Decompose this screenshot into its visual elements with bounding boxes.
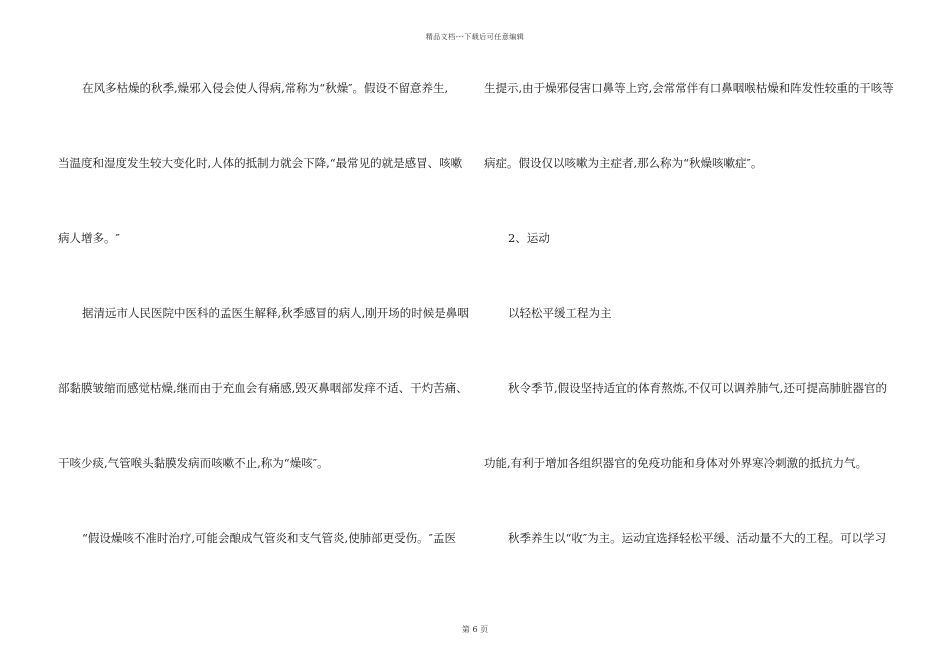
right-line-5: 秋令季节,假设坚持适宜的体育熬炼,不仅可以调养肺气,还可提高肺脏器官的 [508, 381, 887, 395]
left-line-2: 当温度和湿度发生较大变化时,人体的抵制力就会下降,“最常见的就是感冒、咳嗽 [58, 156, 463, 170]
right-line-7: 秋季养生以“收″为主。运动宜选择轻松平缓、活动量不大的工程。可以学习 [508, 531, 887, 545]
right-line-6: 功能,有利于增加各组织器官的免疫功能和身体对外界寒冷刺激的抵抗力气。 [484, 456, 868, 470]
right-line-2: 病症。假设仅以咳嗽为主症者,那么称为“秋燥咳嗽症″。 [484, 156, 763, 170]
left-line-7: “假设燥咳不准时治疗,可能会酿成气管炎和支气管炎,使肺部更受伤。″孟医 [82, 531, 456, 545]
left-line-3: 病人增多。″ [58, 231, 120, 245]
left-line-5: 部黏膜皱缩而感觉枯燥,继而由于充血会有痛感,毁灭鼻咽部发痒不适、干灼苦痛、 [58, 381, 468, 395]
left-column [58, 80, 470, 605]
right-column [484, 80, 896, 605]
left-line-1: 在风多枯燥的秋季,燥邪入侵会使人得病,常称为“秋燥″。假设不留意养生, [82, 81, 449, 95]
page-header: 精品文档---下载后可任意编辑 [425, 33, 525, 41]
page-number: 第 6 页 [461, 625, 489, 634]
left-line-6: 干咳少痰,气管喉头黏膜发病而咳嗽不止,称为“燥咳″。 [58, 456, 329, 470]
right-line-1: 生提示,由于燥邪侵害口鼻等上窍,会常常伴有口鼻咽喉枯燥和阵发性较重的干咳等 [484, 81, 894, 95]
left-line-4: 据清远市人民医院中医科的孟医生解释,秋季感冒的病人,刚开场的时候是鼻咽 [82, 306, 469, 320]
right-line-4: 以轻松平缓工程为主 [508, 306, 612, 320]
right-line-3: 2、运动 [508, 231, 550, 245]
